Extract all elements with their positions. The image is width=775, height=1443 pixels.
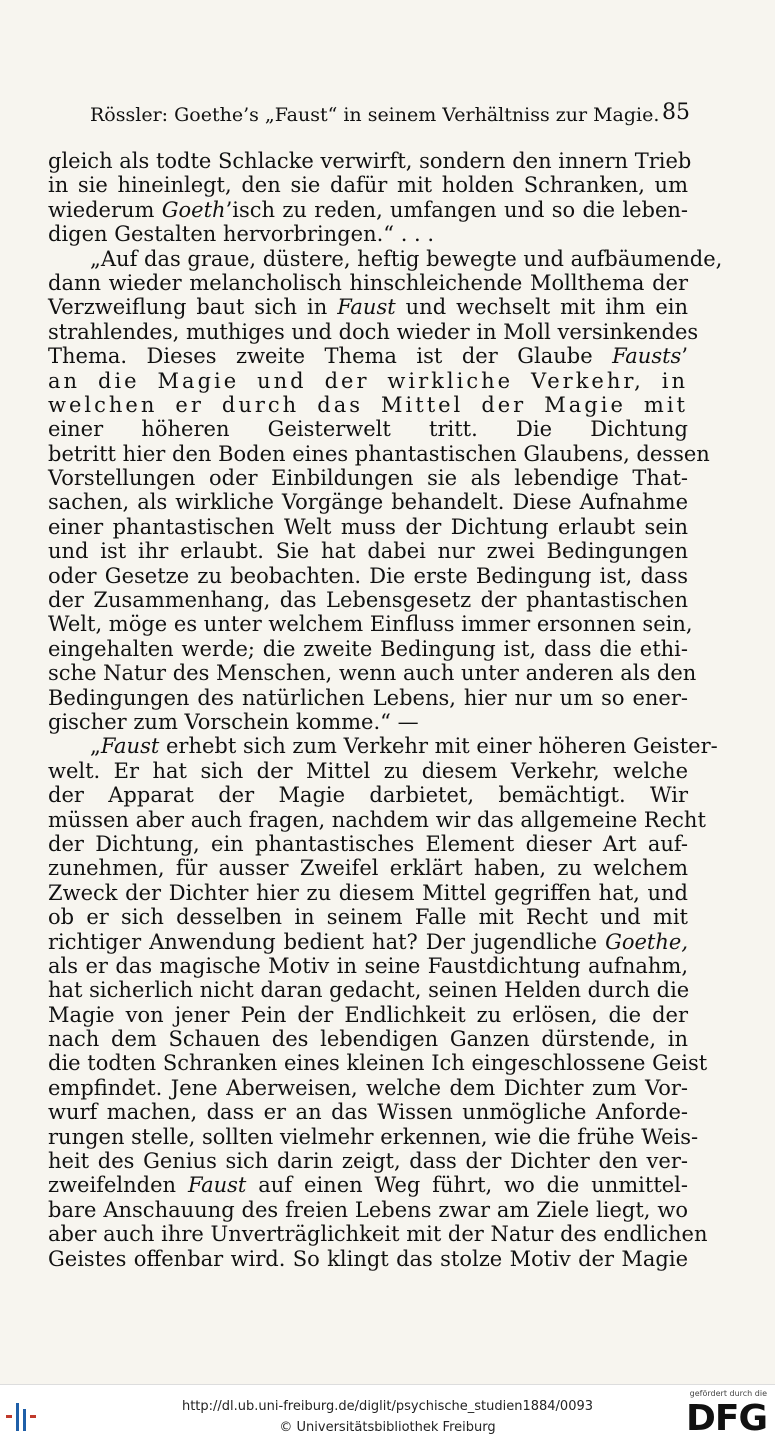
viewer-footer (0, 1384, 775, 1443)
text-line (48, 905, 688, 929)
text-span: Zweck der Dichter hier zu diesem Mittel gegriffen hat, und (48, 880, 688, 905)
text-line (48, 1027, 688, 1051)
text-line (48, 222, 688, 246)
text-line (48, 271, 688, 295)
text-line (48, 149, 692, 173)
text-line (48, 1076, 688, 1100)
text-line (48, 295, 688, 319)
text-span: Welt, möge es unter welchem Einfluss immer ersonnen sein, (48, 612, 693, 637)
document-url-link[interactable]: http://dl.ub.uni-freiburg.de/diglit/psychische_studien1884/0093 (181, 1399, 594, 1414)
text-span: einer phantastischen Welt muss der Dichtung erlaubt sein (48, 514, 688, 539)
text-span: welt. Er hat sich der Mittel zu diesem Verkehr, welche (48, 758, 688, 783)
text-line (48, 246, 723, 271)
text-span: „Auf das graue, düstere, heftig bewegte und aufbäumende, (90, 246, 723, 271)
text-line (48, 490, 688, 514)
text-span: bare Anschauung des freien Lebens zwar am Ziele liegt, wo (48, 1197, 688, 1222)
text-span: erhebt sich zum Verkehr mit einer höheren Geister- (159, 734, 718, 759)
text-span: einer höheren Geisterwelt tritt. Die Dichtung (48, 417, 688, 442)
text-line (48, 515, 688, 539)
text-span: Thema. Dieses zweite Thema ist der Glaube (48, 344, 613, 369)
text-line (48, 441, 710, 466)
text-line (48, 832, 688, 856)
text-span: sche Natur des Menschen, wenn auch unter anderen als den (48, 661, 697, 686)
running-title: Rössler: Goethe’s „Faust“ in seinem Verhältniss zur Magie. (90, 104, 660, 126)
text-span: die todten Schranken eines kleinen Ich eingeschlossene Geist (48, 1051, 708, 1076)
italic-text: Fausts (612, 344, 682, 369)
text-span: oder Gesetze zu beobachten. Die erste Bedingung ist, dass (48, 563, 688, 588)
text-line (48, 1149, 688, 1173)
text-span: auf einen Weg führt, wo die unmittel- (246, 1173, 688, 1198)
text-line (48, 466, 688, 490)
text-line (48, 344, 688, 368)
text-line (48, 564, 688, 588)
text-span: der Apparat der Magie darbietet, bemächtigt. Wir (48, 783, 688, 808)
text-line (48, 173, 688, 197)
text-span: digen Gestalten hervorbringen.“ . . . (48, 222, 435, 247)
text-line (48, 539, 688, 563)
text-line (48, 1222, 708, 1247)
text-line (48, 1173, 688, 1197)
text-span: wurf machen, dass er an das Wissen unmögliche Anforde- (48, 1100, 688, 1125)
text-line (48, 734, 718, 759)
text-span: eingehalten werde; die zweite Bedingung ist, dass die ethi- (48, 636, 688, 661)
text-span: „ (90, 734, 101, 759)
text-span: ’ (681, 344, 688, 369)
text-line (48, 1124, 699, 1149)
copyright-notice: © Universitätsbibliothek Freiburg (279, 1420, 496, 1435)
text-line (48, 978, 688, 1002)
text-span: richtiger Anwendung bedient hat? Der jugendliche (48, 929, 606, 954)
text-line (48, 612, 693, 637)
text-line (48, 393, 688, 417)
text-span: rungen stelle, sollten vielmehr erkennen, wie die frühe Weis- (48, 1124, 699, 1149)
text-line (48, 319, 699, 344)
text-span: aber auch ihre Unverträglichkeit mit der Natur des endlichen (48, 1222, 708, 1247)
text-line (48, 881, 688, 905)
text-span: Bedingungen des natürlichen Lebens, hier nur um so ener- (48, 685, 688, 710)
italic-text: Faust (100, 734, 160, 759)
text-line (48, 1247, 688, 1271)
text-span: Verzweiflung baut sich in (48, 295, 338, 320)
text-line (48, 417, 688, 441)
text-line (48, 369, 688, 393)
sponsor-note: gefördert durch die (689, 1389, 767, 1398)
text-span: der Dichtung, ein phantastisches Element dieser Art auf- (48, 831, 688, 856)
running-header (90, 100, 690, 127)
italic-text: Faust (337, 295, 396, 320)
text-line (48, 686, 688, 710)
italic-text: Goeth (161, 197, 226, 222)
text-span: betritt hier den Boden eines phantastischen Glaubens, dessen (48, 441, 710, 466)
body-text (48, 149, 723, 1271)
text-span: nach dem Schauen des lebendigen Ganzen dürstende, in (48, 1027, 688, 1052)
text-span: in sie hineinlegt, den sie dafür mit holden Schranken, um (48, 173, 688, 198)
text-line (48, 930, 688, 954)
text-span: sachen, als wirkliche Vorgänge behandelt. Diese Aufnahme (48, 490, 688, 515)
text-span: ’isch zu reden, umfangen und so die leben- (225, 197, 688, 222)
text-span: Magie von jener Pein der Endlichkeit zu erlösen, die der (48, 1002, 688, 1027)
text-line (48, 710, 688, 734)
text-line (48, 783, 688, 807)
text-span: gleich als todte Schlacke verwirft, sondern den innern Trieb (48, 149, 692, 173)
page-number: 85 (662, 100, 690, 125)
text-line (48, 661, 697, 686)
text-line (48, 856, 688, 880)
italic-text: Goethe, (605, 929, 688, 954)
text-span: zweifelnden (48, 1173, 188, 1198)
text-span: Geistes offenbar wird. So klingt das stolze Motiv der Magie (48, 1246, 688, 1271)
text-line (48, 954, 688, 978)
italic-text: Faust (187, 1173, 247, 1198)
text-span: an die Magie und der wirkliche Verkehr, in (48, 368, 688, 393)
text-span: zunehmen, für ausser Zweifel erklärt haben, zu welchem (48, 856, 688, 881)
text-span: hat sicherlich nicht daran gedacht, seinen Helden durch die (48, 978, 690, 1003)
text-line (48, 637, 688, 661)
text-line (48, 1051, 708, 1076)
text-span: strahlendes, muthiges und doch wieder in Moll versinkendes (48, 319, 699, 344)
text-span: empfindet. Jene Aberweisen, welche dem Dichter zum Vor- (48, 1075, 688, 1100)
text-span: als er das magische Motiv in seine Faustdichtung aufnahm, (48, 953, 688, 978)
text-span: der Zusammenhang, das Lebensgesetz der phantastischen (48, 588, 688, 613)
text-span: dann wieder melancholisch hinschleichende Mollthema der (48, 270, 688, 295)
text-span: Vorstellungen oder Einbildungen sie als lebendige That- (48, 466, 688, 491)
text-span: gischer zum Vorschein komme.“ — (48, 709, 419, 734)
text-line (48, 198, 688, 222)
text-line (48, 759, 688, 783)
text-span: wiederum (48, 197, 162, 222)
dfg-logo: DFG (685, 1398, 767, 1439)
text-line (48, 1003, 688, 1027)
text-span: welchen er durch das Mittel der Magie mit (48, 392, 688, 417)
text-line (48, 588, 688, 612)
text-span: und ist ihr erlaubt. Sie hat dabei nur zwei Bedingungen (48, 539, 688, 564)
text-span: und wechselt mit ihm ein (395, 295, 689, 320)
text-span: müssen aber auch fragen, nachdem wir das allgemeine Recht (48, 807, 706, 832)
text-line (48, 807, 706, 832)
text-line (48, 1100, 688, 1124)
text-line (48, 1198, 688, 1222)
text-span: heit des Genius sich darin zeigt, dass der Dichter den ver- (48, 1149, 688, 1174)
text-span: ob er sich desselben in seinem Falle mit Recht und mit (48, 905, 688, 930)
